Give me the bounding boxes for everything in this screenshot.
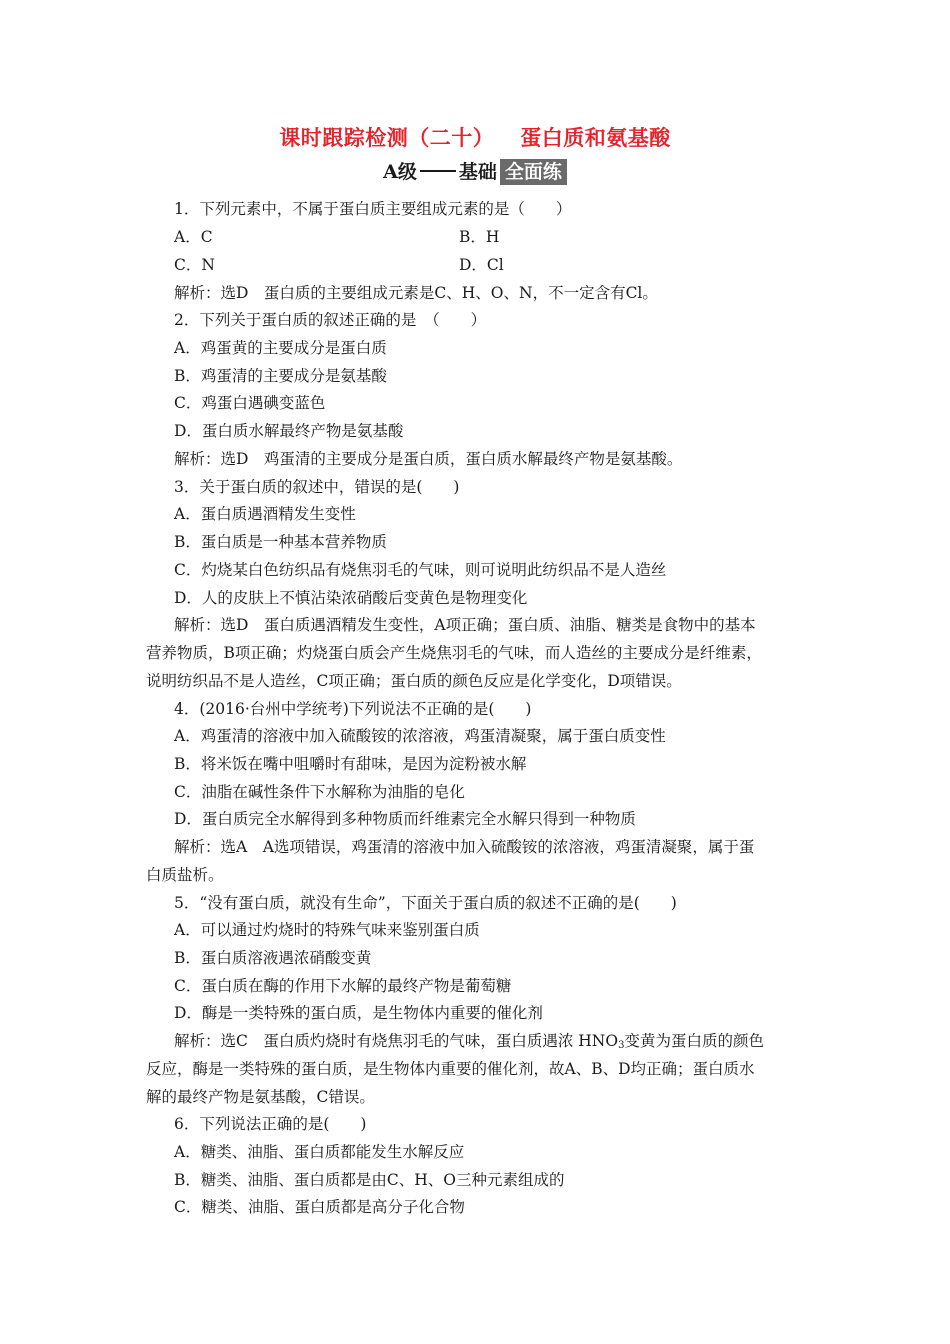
q5-stem: 5．“没有蛋白质，就没有生命”，下面关于蛋白质的叙述不正确的是( ) <box>174 894 677 912</box>
q3-option-b: B．蛋白质是一种基本营养物质 <box>174 533 387 551</box>
q3-option-a: A．蛋白质遇酒精发生变性 <box>174 505 356 523</box>
q2-option-c: C．鸡蛋白遇碘变蓝色 <box>174 394 326 412</box>
q2-stem: 2．下列关于蛋白质的叙述正确的是 （ ） <box>174 311 487 329</box>
q5-option-a: A．可以通过灼烧时的特殊气味来鉴别蛋白质 <box>174 921 480 939</box>
page-title <box>0 122 950 152</box>
q2-option-b: B．鸡蛋清的主要成分是氨基酸 <box>174 367 387 385</box>
q2-analysis: 解析：选D 鸡蛋清的主要成分是蛋白质，蛋白质水解最终产物是氨基酸。 <box>174 450 683 468</box>
q4-analysis-line1: 解析：选A A选项错误，鸡蛋清的溶液中加入硫酸铵的浓溶液，鸡蛋清凝聚，属于蛋 <box>174 838 755 856</box>
q2-option-d: D．蛋白质水解最终产物是氨基酸 <box>174 422 404 440</box>
q5-option-b: B．蛋白质溶液遇浓硝酸变黄 <box>174 949 372 967</box>
q4-option-a: A．鸡蛋清的溶液中加入硫酸铵的浓溶液，鸡蛋清凝聚，属于蛋白质变性 <box>174 727 666 745</box>
q4-stem: 4．(2016·台州中学统考)下列说法不正确的是( ) <box>174 700 532 718</box>
q4-analysis-line2: 白质盐析。 <box>146 866 224 884</box>
q5-analysis-line1a: 解析：选C 蛋白质灼烧时有烧焦羽毛的气味，蛋白质遇浓 HNO <box>174 1032 619 1050</box>
q1-options-row2 <box>174 255 504 275</box>
q6-option-b: B．糖类、油脂、蛋白质都是由C、H、O三种元素组成的 <box>174 1171 565 1189</box>
q1-stem: 1．下列元素中，不属于蛋白质主要组成元素的是（ ） <box>174 200 572 218</box>
title-part1: 课时跟踪检测（二十） <box>279 126 495 150</box>
level-badge: 全面练 <box>500 159 567 185</box>
q5-option-c: C．蛋白质在酶的作用下水解的最终产物是葡萄糖 <box>174 977 512 995</box>
q1-analysis: 解析：选D 蛋白质的主要组成元素是C、H、O、N，不一定含有Cl。 <box>174 284 658 302</box>
q6-stem: 6．下列说法正确的是( ) <box>174 1115 367 1133</box>
q3-analysis-line2: 营养物质，B项正确；灼烧蛋白质会产生烧焦羽毛的气味，而人造丝的主要成分是纤维素， <box>146 644 762 662</box>
q1-option-d: D．Cl <box>459 256 504 274</box>
q6-option-a: A．糖类、油脂、蛋白质都能发生水解反应 <box>174 1143 465 1161</box>
q4-option-d: D．蛋白质完全水解得到多种物质而纤维素完全水解只得到一种物质 <box>174 810 636 828</box>
q4-option-b: B．将米饭在嘴中咀嚼时有甜味，是因为淀粉被水解 <box>174 755 527 773</box>
q3-stem: 3．关于蛋白质的叙述中，错误的是( ) <box>174 478 460 496</box>
q3-option-d: D．人的皮肤上不慎沾染浓硝酸后变黄色是物理变化 <box>174 589 528 607</box>
level-label: A级 <box>383 161 417 183</box>
level-heading <box>0 157 950 185</box>
q6-option-c: C．糖类、油脂、蛋白质都是高分子化合物 <box>174 1198 465 1216</box>
q3-option-c: C．灼烧某白色纺织品有烧焦羽毛的气味，则可说明此纺织品不是人造丝 <box>174 561 667 579</box>
q1-option-b: B．H <box>459 228 500 246</box>
level-basic-label: 基础 <box>458 161 497 183</box>
q5-analysis-line2: 反应，酶是一类特殊的蛋白质，是生物体内重要的催化剂，故A、B、D均正确；蛋白质水 <box>146 1060 755 1078</box>
q5-analysis-line3: 解的最终产物是氨基酸，C错误。 <box>146 1088 375 1106</box>
q1-options-row1 <box>174 227 500 247</box>
q1-option-c: C．N <box>174 256 215 274</box>
q3-analysis-line3: 说明纺织品不是人造丝，C项正确；蛋白质的颜色反应是化学变化，D项错误。 <box>146 672 682 690</box>
q4-option-c: C．油脂在碱性条件下水解称为油脂的皂化 <box>174 783 465 801</box>
q2-option-a: A．鸡蛋黄的主要成分是蛋白质 <box>174 339 387 357</box>
title-part2: 蛋白质和氨基酸 <box>520 126 671 150</box>
q5-analysis-subscript: 3 <box>618 1040 625 1051</box>
q1-option-a: A．C <box>174 228 213 246</box>
q5-analysis-line1 <box>174 1031 764 1056</box>
q5-analysis-line1b: 变黄为蛋白质的颜色 <box>624 1032 764 1050</box>
q3-analysis-line1: 解析：选D 蛋白质遇酒精发生变性，A项正确；蛋白质、油脂、糖类是食物中的基本 <box>174 616 756 634</box>
q5-option-d: D．酶是一类特殊的蛋白质，是生物体内重要的催化剂 <box>174 1004 543 1022</box>
level-dash <box>420 170 456 172</box>
